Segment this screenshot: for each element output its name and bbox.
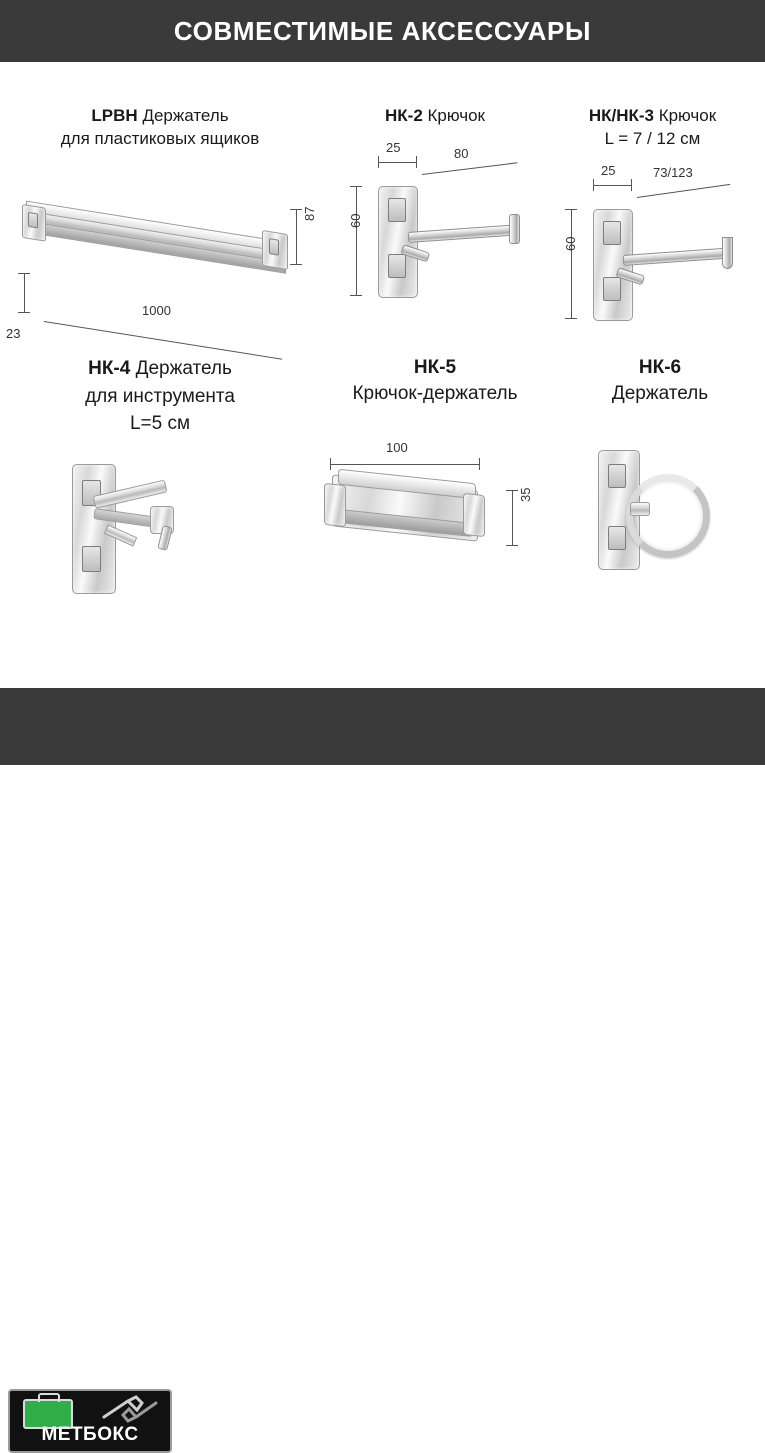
product-drawing-nk5 xyxy=(320,430,550,600)
nk6-ring xyxy=(626,474,710,558)
dim-line-23 xyxy=(24,273,25,313)
page-title: СОВМЕСТИМЫЕ АКСЕССУАРЫ xyxy=(173,15,592,46)
dim-tick-23-top xyxy=(18,273,30,274)
nk5-right-end xyxy=(463,493,485,537)
product-drawing-nk6 xyxy=(560,430,760,600)
product-drawing-nk4 xyxy=(10,450,310,610)
product-cell-nk5 xyxy=(320,355,550,655)
dim-line-nk3-25 xyxy=(593,185,631,186)
product-drawing-lpbh xyxy=(6,151,317,351)
product-code-nk5: НК-5 xyxy=(413,357,457,378)
product-length-nk3: L = 7 / 12 см xyxy=(604,128,701,148)
dim-tick-nk5-100-left xyxy=(330,458,331,470)
product-name-nk3: Крючок xyxy=(658,106,717,125)
dim-label-nk2-25: 25 xyxy=(386,139,401,155)
footer-bar xyxy=(0,691,765,1445)
product-cell-lpbh xyxy=(6,105,317,375)
dim-tick-nk5-100-right xyxy=(479,458,480,470)
product-code-nk4: НК-4 xyxy=(88,358,131,379)
dim-line-nk5-35 xyxy=(512,490,513,546)
dim-tick-nk2-60-bottom xyxy=(350,295,362,296)
product-grid xyxy=(0,65,765,685)
dim-tick-nk2-60-top xyxy=(350,186,362,187)
product-code-lpbh: LPBH xyxy=(91,106,138,125)
nk6-slot-bottom xyxy=(608,526,626,550)
dim-tick-23-bottom xyxy=(18,312,30,313)
dim-label-87: 87 xyxy=(302,206,317,221)
dim-label-nk2-60: 60 xyxy=(348,213,363,228)
nk3-hook-tip xyxy=(722,237,733,269)
dim-line-nk2-60 xyxy=(356,186,357,296)
nk5-left-end xyxy=(324,483,346,527)
nk4-slot-bottom xyxy=(82,546,101,572)
nk6-ring-mount xyxy=(630,502,650,516)
dim-line-1000 xyxy=(44,321,282,360)
dim-line-87 xyxy=(296,209,297,265)
product-name-nk4-line1: Держатель xyxy=(135,358,232,379)
nk6-slot-top xyxy=(608,464,626,488)
dim-line-nk2-80 xyxy=(422,162,517,175)
dim-line-nk3-73123 xyxy=(637,184,730,198)
dim-label-1000: 1000 xyxy=(142,302,171,318)
product-name-nk2: Крючок xyxy=(427,106,485,125)
product-cell-nk6 xyxy=(560,355,760,655)
nk3-slot-bottom xyxy=(603,277,621,301)
product-drawing-nk3 xyxy=(545,151,760,351)
header-bar xyxy=(0,0,765,62)
product-title-nk3 xyxy=(545,105,760,151)
product-cell-nk3 xyxy=(545,105,760,375)
dim-tick-nk3-60-top xyxy=(565,209,577,210)
product-title-nk5 xyxy=(320,355,550,406)
dim-tick-87-bottom xyxy=(290,264,302,265)
dim-tick-nk2-25-left xyxy=(378,156,379,168)
product-code-nk6: НК-6 xyxy=(638,357,682,378)
product-code-nk2: НК-2 xyxy=(385,106,423,125)
product-name-nk5: Крючок-держатель xyxy=(352,382,518,404)
nk3-slot-top xyxy=(603,221,621,245)
product-name-lpbh-line2: для пластиковых ящиков xyxy=(60,128,260,148)
product-name-nk4-line2: для инструмента xyxy=(85,385,235,407)
dim-label-nk3-73123: 73/123 xyxy=(653,164,693,180)
product-drawing-nk2 xyxy=(330,128,540,328)
brand-logo xyxy=(8,1389,172,1453)
dim-label-nk2-80: 80 xyxy=(454,145,469,161)
dim-line-nk5-100 xyxy=(330,464,480,465)
dim-label-nk3-60: 60 xyxy=(563,236,578,251)
rail-assembly xyxy=(26,190,284,303)
dim-tick-nk2-25-right xyxy=(416,156,417,168)
nk2-hook-tip xyxy=(509,214,520,244)
wrench-icon xyxy=(98,1395,162,1425)
product-cell-nk4 xyxy=(10,355,310,655)
nk2-slot-bottom xyxy=(388,254,406,278)
product-name-nk6: Держатель xyxy=(611,382,709,404)
brand-name: МЕТБОКС xyxy=(41,1424,139,1445)
rail-slot-right xyxy=(269,238,279,256)
nk2-hook-arm xyxy=(408,224,520,243)
dim-label-nk3-25: 25 xyxy=(601,162,616,178)
dim-label-23: 23 xyxy=(6,325,21,341)
dim-tick-nk5-35-bottom xyxy=(506,545,518,546)
product-name-nk4-line3: L=5 см xyxy=(129,413,191,435)
dim-line-nk2-25 xyxy=(378,162,416,163)
product-title-lpbh xyxy=(10,105,310,151)
dim-tick-nk3-25-right xyxy=(631,179,632,191)
dim-line-nk3-60 xyxy=(571,209,572,319)
dim-tick-nk3-25-left xyxy=(593,179,594,191)
product-title-nk6 xyxy=(560,355,760,406)
product-cell-nk2 xyxy=(330,105,540,375)
dim-tick-87-top xyxy=(290,209,302,210)
rail-slot-left xyxy=(28,212,38,229)
dim-label-nk5-100: 100 xyxy=(386,440,408,456)
nk3-hook-arm xyxy=(623,247,733,266)
product-name-lpbh-line1: Держатель xyxy=(142,106,229,125)
product-title-nk4 xyxy=(10,355,310,438)
dim-label-nk5-35: 35 xyxy=(518,487,533,503)
dim-tick-nk3-60-bottom xyxy=(565,318,577,319)
dim-tick-nk5-35-top xyxy=(506,490,518,491)
product-title-nk2 xyxy=(330,105,540,128)
nk2-slot-top xyxy=(388,198,406,222)
product-code-nk3: НК/НК-3 xyxy=(588,106,654,125)
